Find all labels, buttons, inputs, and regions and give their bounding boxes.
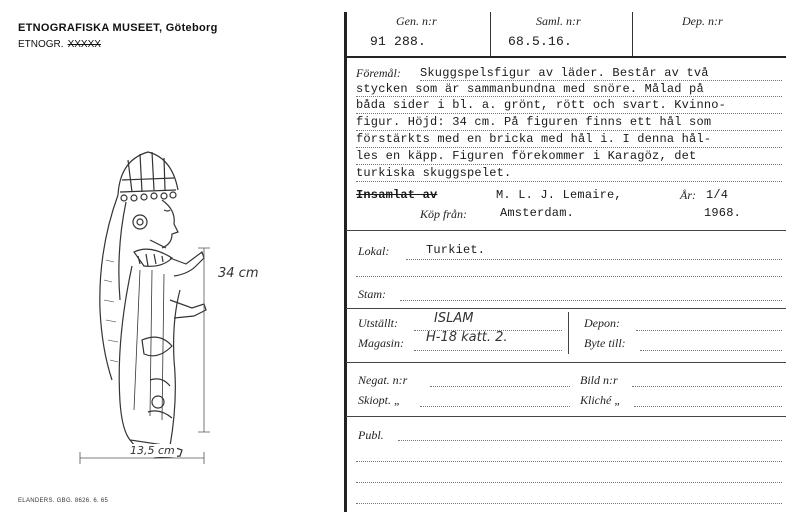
magasin-label: Magasin: bbox=[358, 336, 404, 350]
gen-label: Gen. n:r bbox=[396, 14, 437, 28]
bild-label: Bild n:r bbox=[580, 373, 618, 387]
dotline-publ-3 bbox=[356, 482, 782, 483]
museum-city: Göteborg bbox=[165, 22, 218, 34]
utstallt-sep bbox=[568, 312, 569, 354]
foremal-line-3: båda sider i bl. a. grönt, rött och svart. Kvinno- bbox=[356, 98, 727, 112]
collector-label-struck: Insamlat av bbox=[356, 188, 438, 202]
foremal-line-7: turkiska skuggspelet. bbox=[356, 166, 512, 180]
dotline-cliche bbox=[634, 406, 782, 407]
museum-title: ETNOGRAFISKA MUSEET, bbox=[18, 22, 163, 34]
dotline-publ-4 bbox=[356, 503, 782, 504]
kop-value: Amsterdam. bbox=[500, 206, 575, 220]
publ-label: Publ. bbox=[358, 428, 384, 442]
card-left-border bbox=[344, 12, 347, 512]
shadow-puppet-drawing bbox=[70, 140, 270, 470]
height-dimension-line bbox=[190, 240, 220, 440]
header-sep-2 bbox=[632, 12, 633, 56]
foremal-line-4: figur. Höjd: 34 cm. På figuren finns ett hål som bbox=[356, 115, 712, 129]
kop-label: Köp från: bbox=[420, 207, 468, 221]
dotline-lokal-2 bbox=[356, 276, 782, 277]
dotline-skiopt bbox=[420, 406, 570, 407]
utstallt-value: ISLAM bbox=[434, 311, 474, 326]
gen-value: 91 288. bbox=[370, 34, 427, 49]
ar-value: 1/4 bbox=[706, 188, 729, 202]
museum-name bbox=[18, 22, 218, 34]
dotline-2 bbox=[356, 96, 782, 97]
ar-label: År: bbox=[680, 188, 696, 202]
saml-value: 68.5.16. bbox=[508, 34, 573, 49]
dotline-publ-2 bbox=[356, 461, 782, 462]
collector-value: M. L. J. Lemaire, bbox=[496, 188, 622, 202]
lokal-label: Lokal: bbox=[358, 244, 390, 258]
divider-publ bbox=[346, 416, 786, 417]
dotline-1 bbox=[420, 80, 782, 81]
skiopt-label: Skiopt. „ bbox=[358, 393, 401, 407]
divider-utstallt bbox=[346, 308, 786, 309]
dotline-magasin bbox=[414, 350, 562, 351]
cliche-label: Kliché „ bbox=[580, 393, 621, 407]
dotline-bild bbox=[632, 386, 782, 387]
dotline-depon bbox=[636, 330, 782, 331]
etnogr-label bbox=[18, 39, 101, 50]
dotline-stam bbox=[400, 300, 782, 301]
utstallt-label: Utställt: bbox=[358, 316, 399, 330]
dotline-7 bbox=[356, 181, 782, 182]
stam-label: Stam: bbox=[358, 287, 386, 301]
dotline-lokal bbox=[406, 259, 782, 260]
magasin-value: H-18 katt. 2. bbox=[426, 330, 508, 345]
printer-note: ELANDERS. GBG. 8626. 6. 65 bbox=[18, 498, 109, 504]
height-label: 34 cm bbox=[218, 266, 259, 281]
depon-label: Depon: bbox=[584, 316, 620, 330]
foremal-label: Föremål: bbox=[356, 66, 401, 80]
etnogr-struck: XXXXX bbox=[67, 39, 101, 50]
header-sep-1 bbox=[490, 12, 491, 56]
dep-label: Dep. n:r bbox=[682, 14, 723, 28]
dotline-6 bbox=[356, 164, 782, 165]
width-label: 13,5 cm bbox=[130, 444, 175, 457]
header-divider bbox=[346, 56, 786, 58]
dotline-5 bbox=[356, 147, 782, 148]
dotline-negat bbox=[430, 386, 570, 387]
foremal-line-6: les en käpp. Figuren förekommer i Karagöz, det bbox=[356, 149, 697, 163]
dotline-byte bbox=[640, 350, 782, 351]
lokal-value: Turkiet. bbox=[426, 243, 486, 257]
byte-label: Byte till: bbox=[584, 336, 626, 350]
foremal-line-2: stycken som är sammanbundna med snöre. Målad på bbox=[356, 82, 704, 96]
divider-negat bbox=[346, 362, 786, 363]
kop-year: 1968. bbox=[704, 206, 742, 220]
foremal-line-1: Skuggspelsfigur av läder. Består av två bbox=[420, 66, 709, 80]
foremal-line-5: förstärkts med en bricka med hål i. I denna hål- bbox=[356, 132, 712, 146]
dotline-publ-1 bbox=[398, 440, 782, 441]
dotline-3 bbox=[356, 113, 782, 114]
negat-label: Negat. n:r bbox=[358, 373, 408, 387]
divider-lokal bbox=[346, 230, 786, 231]
etnogr-text: ETNOGR. bbox=[18, 39, 64, 50]
dotline-4 bbox=[356, 130, 782, 131]
saml-label: Saml. n:r bbox=[536, 14, 581, 28]
